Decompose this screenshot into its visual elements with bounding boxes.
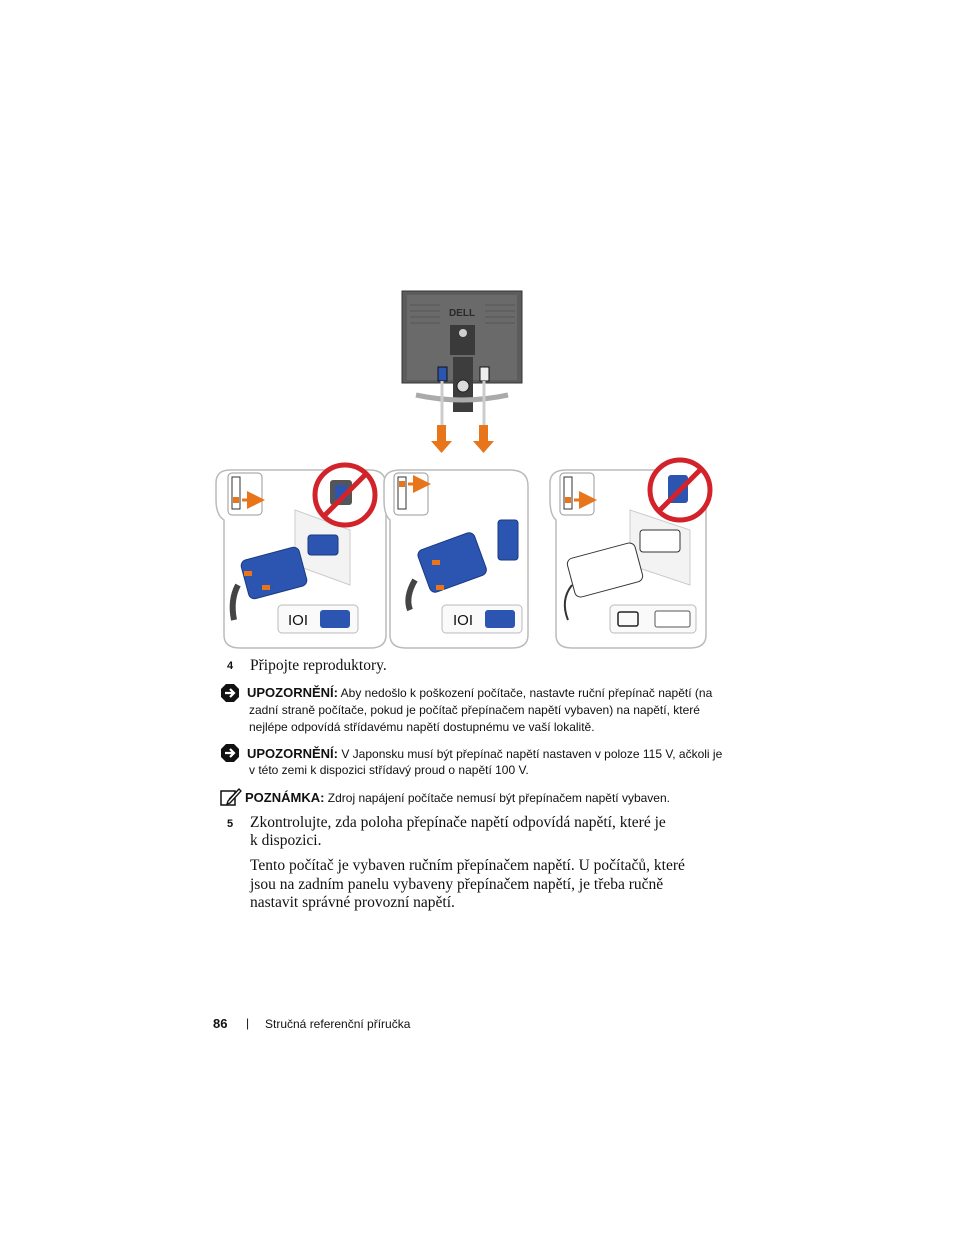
step-text: Připojte reproduktory.	[250, 657, 387, 674]
footer-title: Stručná referenční příručka	[265, 1017, 411, 1031]
step-number: 5	[227, 818, 234, 830]
panel-vga-direct	[384, 470, 528, 648]
notice-line: V Japonsku musí být přepínač napětí nastaven v poloze 115 V, ačkoli je	[341, 747, 723, 761]
body-paragraph-line: nastavit správné provozní napětí.	[250, 894, 455, 911]
notice-line: nejlépe odpovídá střídavému napětí dostupnému ve vaší lokalitě.	[249, 720, 595, 734]
page-number: 86	[213, 1016, 228, 1031]
vga-port-label: IOI	[287, 612, 309, 629]
notice-line: Aby nedošlo k poškození počítače, nastavte ruční přepínač napětí (na	[340, 686, 713, 700]
footer-separator: |	[246, 1016, 250, 1030]
note-notice	[245, 789, 670, 808]
caution-label: UPOZORNĚNÍ:	[247, 685, 338, 700]
caution-notice	[247, 684, 712, 703]
monitor-back	[402, 291, 522, 425]
caution-notice	[247, 745, 722, 764]
step-number: 4	[227, 660, 234, 672]
step-text: Zkontrolujte, zda poloha přepínače napětí odpovídá napětí, které je	[250, 814, 666, 831]
dell-logo: DELL	[448, 308, 476, 319]
setup-illustration	[210, 285, 720, 653]
caution-icon	[220, 683, 240, 703]
step-text: k dispozici.	[250, 832, 322, 849]
down-arrow-icon	[431, 425, 494, 453]
caution-label: UPOZORNĚNÍ:	[247, 746, 338, 761]
panel-vga-with-adapter	[216, 465, 386, 648]
vga-port-label: IOI	[452, 612, 474, 629]
notice-line: Zdroj napájení počítače nemusí být přepínačem napětí vybaven.	[327, 791, 670, 805]
body-paragraph-line: jsou na zadním panelu vybaveny přepínačem napětí, je třeba ručně	[250, 876, 664, 893]
note-label: POZNÁMKA:	[245, 790, 325, 805]
notice-line: v této zemi k dispozici střídavý proud o napětí 100 V.	[249, 763, 529, 777]
body-paragraph-line: Tento počítač je vybaven ručním přepínačem napětí. U počítačů, které	[250, 857, 685, 874]
note-pencil-icon	[220, 787, 242, 807]
caution-icon	[220, 743, 240, 763]
notice-line: zadní straně počítače, pokud je počítač přepínačem napětí vybaven) na napětí, které	[249, 703, 700, 717]
panel-dvi	[550, 460, 710, 648]
